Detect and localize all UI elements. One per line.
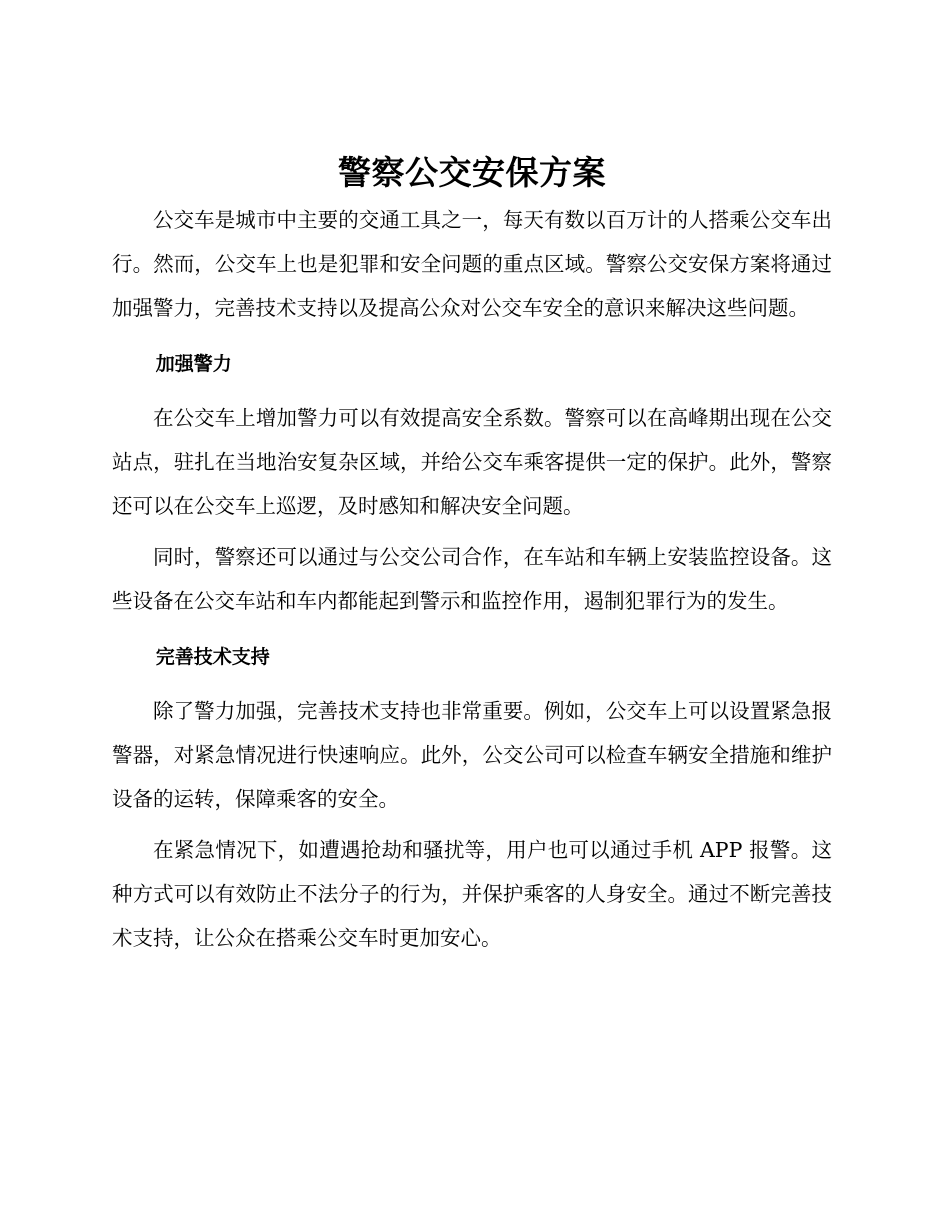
section-2-paragraph-1: 除了警力加强，完善技术支持也非常重要。例如，公交车上可以设置紧急报警器，对紧急情况进行快速响应。此外，公交公司可以检查车辆安全措施和维护设备的运转，保障乘客的安全。 xyxy=(112,699,832,811)
section-1-paragraph-1: 在公交车上增加警力可以有效提高安全系数。警察可以在高峰期出现在公交站点，驻扎在当地治安复杂区域，并给公交车乘客提供一定的保护。此外，警察还可以在公交车上巡逻，及时感知和解决安全问题。 xyxy=(112,406,832,518)
section-heading-strengthen-police: 加强警力 xyxy=(155,353,232,375)
section-2-paragraph-2: 在紧急情况下，如遭遇抢劫和骚扰等，用户也可以通过手机 APP 报警。这种方式可以有效防止不法分子的行为，并保护乘客的人身安全。通过不断完善技术支持，让公众在搭乘公交车时更加安心。 xyxy=(112,838,832,950)
document-page xyxy=(112,148,832,960)
section-heading-technical-support: 完善技术支持 xyxy=(155,646,270,668)
document-title: 警察公交安保方案 xyxy=(338,153,606,192)
section-1-paragraph-2: 同时，警察还可以通过与公交公司合作，在车站和车辆上安装监控设备。这些设备在公交车站和车内都能起到警示和监控作用，遏制犯罪行为的发生。 xyxy=(112,545,832,613)
intro-paragraph: 公交车是城市中主要的交通工具之一，每天有数以百万计的人搭乘公交车出行。然而，公交车上也是犯罪和安全问题的重点区域。警察公交安保方案将通过加强警力，完善技术支持以及提高公众对公交车安全的意识来解决这些问题。 xyxy=(112,208,832,320)
